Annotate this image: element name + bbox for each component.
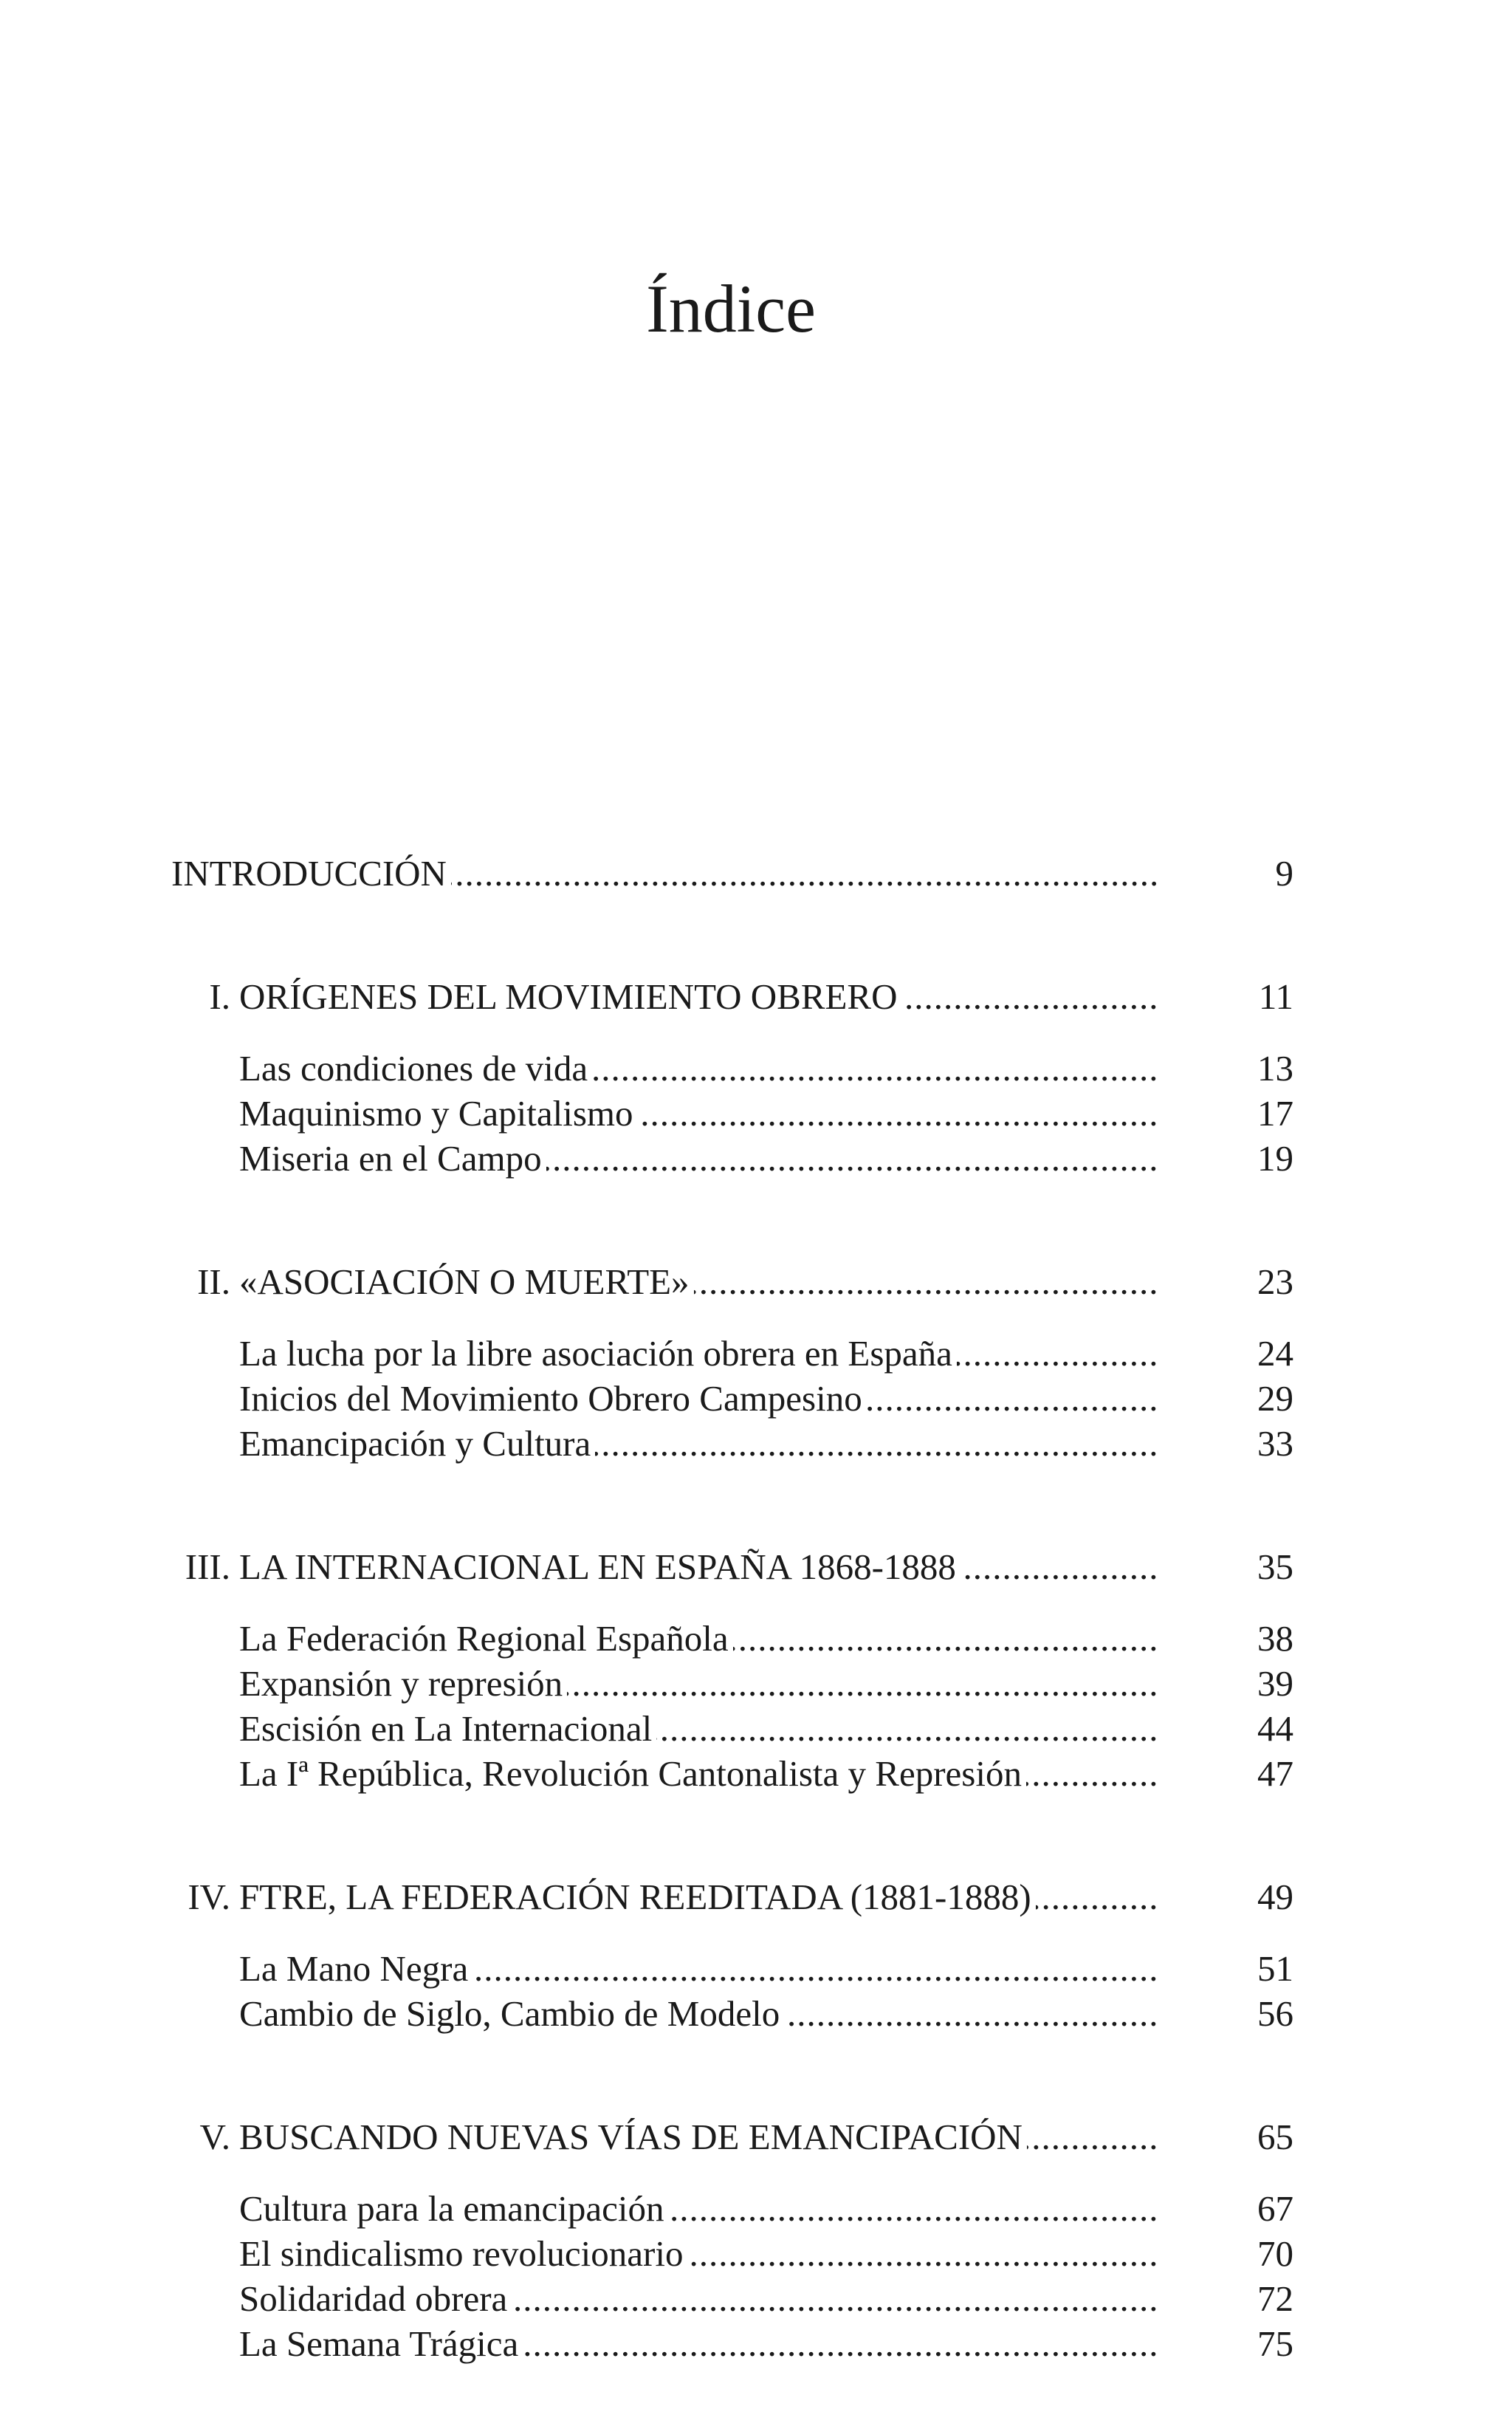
toc-page-number: 17 (1257, 1093, 1293, 1134)
toc-entry-leader (239, 1661, 1158, 1706)
toc-section-row (171, 1946, 1293, 1991)
toc-chapter-row (171, 2114, 1293, 2159)
chapter-title: FTRE, LA FEDERACIÓN REEDITADA (1881-1888) (239, 1877, 1036, 1917)
toc-entry-leader (171, 851, 1158, 896)
section-title: Miseria en el Campo (239, 1138, 546, 1179)
toc-page-number: 23 (1257, 1261, 1293, 1302)
toc-section-row (171, 1661, 1293, 1706)
section-title: La Mano Negra (239, 1948, 472, 1989)
toc-page-number: 75 (1257, 2323, 1293, 2364)
toc-entry-leader (239, 1376, 1158, 1421)
toc-section-row (171, 2186, 1293, 2231)
toc-page-number: 9 (1275, 853, 1293, 894)
toc-page-number: 47 (1257, 1753, 1293, 1794)
page-title: Índice (646, 271, 816, 346)
toc-entry-leader (239, 1331, 1158, 1376)
toc-entry-leader (239, 1991, 1158, 2036)
chapter-numeral: I. (209, 976, 230, 1017)
toc-entry-leader (239, 974, 1158, 1019)
toc-section-row (171, 1991, 1293, 2036)
chapter-title: LA INTERNACIONAL EN ESPAÑA 1868-1888 (239, 1546, 961, 1587)
toc-entry-leader (239, 2276, 1158, 2321)
toc-section-row (171, 1376, 1293, 1421)
section-title: Las condiciones de vida (239, 1048, 592, 1089)
toc-intro-row (171, 851, 1293, 896)
toc-page-number: 35 (1257, 1546, 1293, 1587)
toc-chapter-row (171, 1259, 1293, 1304)
toc-section-row (171, 1706, 1293, 1751)
chapter-numeral: IV. (188, 1877, 230, 1917)
toc-chapter-row (171, 974, 1293, 1019)
toc-chapter-row (171, 1874, 1293, 1919)
toc-entry-leader (239, 1874, 1158, 1919)
toc-entry-leader (239, 1136, 1158, 1181)
toc-entry-leader (239, 1259, 1158, 1304)
section-title: Escisión en La Internacional (239, 1708, 656, 1749)
toc-page-number: 72 (1257, 2278, 1293, 2319)
section-title: El sindicalismo revolucionario (239, 2233, 687, 2274)
toc-section-row (171, 1751, 1293, 1796)
toc-entry-label: INTRODUCCIÓN (171, 853, 451, 894)
toc-page-number: 19 (1257, 1138, 1293, 1179)
chapter-title: «ASOCIACIÓN O MUERTE» (239, 1261, 694, 1302)
chapter-numeral: II. (197, 1261, 230, 1302)
toc-page-number: 39 (1257, 1663, 1293, 1704)
chapter-title: ORÍGENES DEL MOVIMIENTO OBRERO (239, 976, 902, 1017)
chapter-numeral: V. (199, 2117, 230, 2157)
toc-entry-leader (239, 2231, 1158, 2276)
toc-page-number: 49 (1257, 1877, 1293, 1917)
toc-page-number: 51 (1257, 1948, 1293, 1989)
chapter-title: BUSCANDO NUEVAS VÍAS DE EMANCIPACIÓN (239, 2117, 1027, 2157)
toc-page-number: 33 (1257, 1423, 1293, 1464)
toc-section-row (171, 2231, 1293, 2276)
toc-page-number: 24 (1257, 1333, 1293, 1374)
toc-entry-leader (239, 2114, 1158, 2159)
toc-page-number: 56 (1257, 1993, 1293, 2034)
toc-page-number: 11 (1258, 976, 1293, 1017)
section-title: Solidaridad obrera (239, 2278, 512, 2319)
toc-entry-leader (239, 2186, 1158, 2231)
toc-entry-leader (239, 1046, 1158, 1091)
toc-section-row (171, 1421, 1293, 1466)
toc-entry-leader (239, 1751, 1158, 1796)
toc-page-number: 65 (1257, 2117, 1293, 2157)
toc-section-row (171, 1136, 1293, 1181)
section-title: Cultura para la emancipación (239, 2188, 669, 2229)
toc-page-number: 67 (1257, 2188, 1293, 2229)
toc-section-row (171, 2276, 1293, 2321)
toc-page-number: 13 (1257, 1048, 1293, 1089)
toc-page-number: 44 (1257, 1708, 1293, 1749)
table-of-contents (171, 851, 1293, 2366)
toc-entry-leader (239, 1946, 1158, 1991)
section-title: Expansión y represión (239, 1663, 567, 1704)
toc-section-row (171, 1091, 1293, 1136)
toc-chapter-row (171, 1544, 1293, 1589)
section-title: La lucha por la libre asociación obrera en España (239, 1333, 957, 1374)
toc-entry-leader (239, 1544, 1158, 1589)
section-title: La Iª República, Revolución Cantonalista y Represión (239, 1753, 1026, 1794)
toc-section-row (171, 1331, 1293, 1376)
toc-page-number: 70 (1257, 2233, 1293, 2274)
toc-section-row (171, 1616, 1293, 1661)
section-title: Inicios del Movimiento Obrero Campesino (239, 1378, 867, 1419)
toc-entry-leader (239, 1706, 1158, 1751)
toc-entry-leader (239, 1091, 1158, 1136)
section-title: La Federación Regional Española (239, 1618, 733, 1659)
toc-page-number: 38 (1257, 1618, 1293, 1659)
toc-section-row (171, 2321, 1293, 2366)
toc-page-number: 29 (1257, 1378, 1293, 1419)
toc-entry-leader (239, 2321, 1158, 2366)
section-title: Cambio de Siglo, Cambio de Modelo (239, 1993, 784, 2034)
section-title: Maquinismo y Capitalismo (239, 1093, 638, 1134)
toc-entry-leader (239, 1616, 1158, 1661)
section-title: La Semana Trágica (239, 2323, 523, 2364)
toc-section-row (171, 1046, 1293, 1091)
toc-entry-leader (239, 1421, 1158, 1466)
section-title: Emancipación y Cultura (239, 1423, 595, 1464)
chapter-numeral: III. (185, 1546, 230, 1587)
